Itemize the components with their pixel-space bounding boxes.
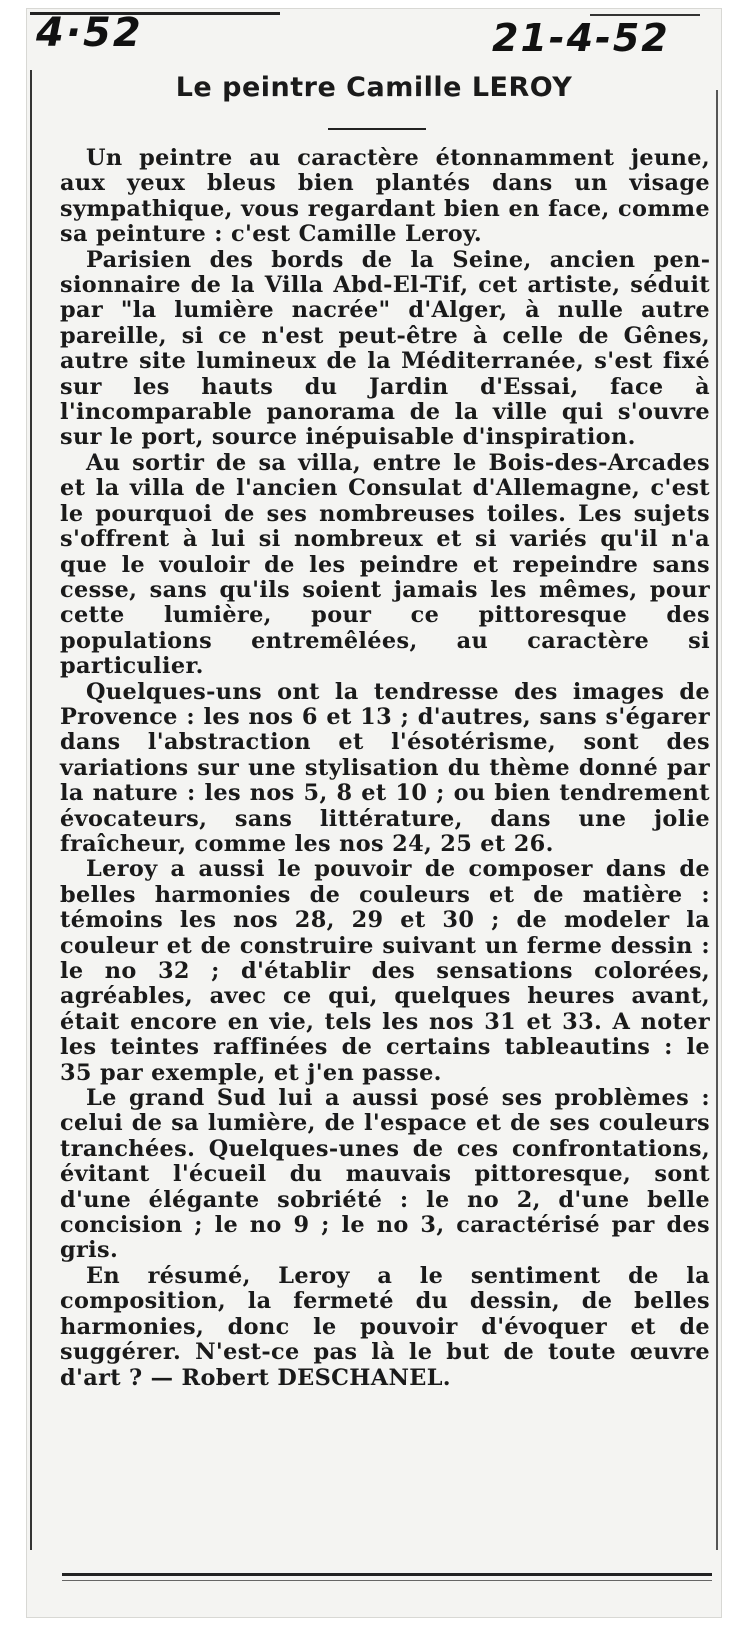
left-border-line: [30, 70, 32, 1550]
article-title: Le peintre Camille LEROY: [175, 72, 573, 103]
bottom-rule-thin: [62, 1580, 712, 1581]
paragraph-6: Le grand Sud lui a aussi posé ses problèmes : celui de sa lumière, de l'espace et de ses couleurs tranchées. Quelques-unes de ces confrontations, évitant l'écueil du mauvais pittoresque, sont d'une élégante sobriété : le no 2, d'une belle concision ; le no 9 ; le no 3, caractérisé par des gris.: [60, 1085, 710, 1264]
right-border-line: [716, 90, 718, 1550]
paragraph-3: Au sortir de sa villa, entre le Bois-des-Arcades et la villa de l'ancien Consulat d'Allemagne, c'est le pourquoi de ses nombreuses toiles. Les sujets s'offrent à lui si nombreux et si variés qu'il n'a que le vouloir de les peindre et repeindre sans cesse, sans qu'ils soient jamais les mêmes, pour cette lumière, pour ce pittoresque des populations entremêlées, au caractère si particulier.: [60, 449, 710, 680]
paragraph-1: Un peintre au caractère étonnamment jeune, aux yeux bleus bien plantés dans un visage sympathique, vous regardant bien en face, comme sa peinture : c'est Camille Leroy.: [60, 145, 710, 248]
paragraph-4: Quelques-uns ont la tendresse des images de Provence : les nos 6 et 13 ; d'autres, sans s'égarer dans l'abstraction et l'ésotérisme, sont des variations sur une stylisation du thème donné par la nature : les nos 5, 8 et 10 ; ou bien tendrement évocateurs, sans littérature, dans une jolie fraîcheur, comme les nos 24, 25 et 26.: [60, 678, 710, 857]
paragraph-5: Leroy a aussi le pouvoir de composer dans de belles harmonies de couleurs et de matière : témoins les nos 28, 29 et 30 ; de modeler la couleur et de construire suivant un ferme dessin : le no 32 ; d'établir des sensations colorées, agréables, avec ce qui, quelques heures avant, était encore en vie, tels les nos 31 et 33. A noter les teintes raffinées de certains tableautins : le 35 par exemple, et j'en passe.: [60, 856, 710, 1086]
bottom-rule: [62, 1573, 712, 1576]
article-body: [60, 146, 710, 1391]
paragraph-2: Parisien des bords de la Seine, ancien pensionnaire de la Villa Abd-El-Tif, cet artiste, séduit par "la lumière nacrée" d'Alger, à nulle autre pareille, si ce n'est peut-être à celle de Gênes, autre site lumineux de la Méditerranée, s'est fixé sur les hauts du Jardin d'Essai, face à l'incomparable panorama de la ville qui s'ouvre sur le port, source inépuisable d'inspiration.: [60, 246, 710, 451]
paragraph-7: En résumé, Leroy a le sentiment de la composition, la fermeté du dessin, de belles harmonies, donc le pouvoir d'évoquer et de suggérer. N'est-ce pas là le but de toute œuvre d'art ? — Robert DESCHANEL.: [60, 1262, 710, 1391]
handwritten-date: 21-4-52: [492, 16, 670, 60]
handwritten-note: 4·52: [36, 10, 143, 56]
title-rule: [328, 128, 426, 130]
